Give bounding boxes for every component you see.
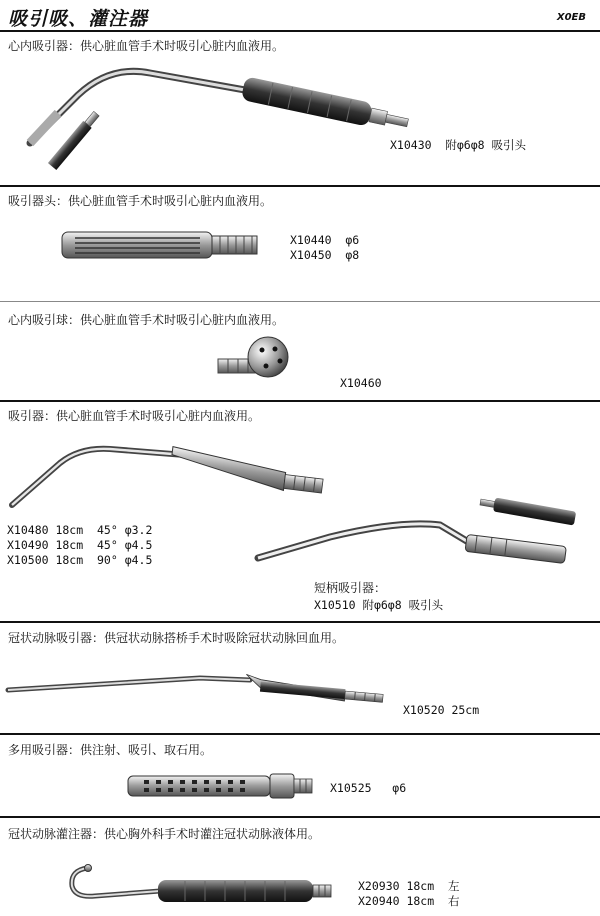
- header-rule: [0, 30, 600, 32]
- coronary-perfusion-device-illustration: [0, 858, 600, 913]
- section-4-spec-line-1: X10480 18cm 45° φ3.2: [7, 523, 153, 537]
- coronary-suction-device-illustration: [0, 658, 600, 718]
- section-2-spec-line-1: X10440 φ6: [290, 233, 360, 247]
- section-7-spec-line-1: X20930 18cm 左: [358, 879, 460, 893]
- page-title: 吸引吸、灌注器: [8, 8, 149, 30]
- section-7-description: 冠状动脉灌注器：供心胸外科手术时灌注冠状动脉液体用。: [8, 827, 321, 841]
- intracardiac-suction-device-illustration: [0, 55, 600, 180]
- section-5-spec: X10520 25cm: [403, 703, 480, 717]
- suction-ball-illustration: [0, 335, 600, 390]
- section-4-description: 吸引器：供心脏血管手术时吸引心脏内血液用。: [8, 409, 261, 423]
- section-1-spec: X10430 附φ6φ8 吸引头: [390, 138, 527, 152]
- section-divider: [0, 400, 600, 402]
- section-3-description: 心内吸引球：供心脏血管手术时吸引心脏内血液用。: [8, 313, 285, 327]
- section-7-spec-line-2: X20940 18cm 右: [358, 894, 460, 908]
- section-4-spec-line-2: X10490 18cm 45° φ4.5: [7, 538, 153, 552]
- section-4-spec-line-3: X10500 18cm 90° φ4.5: [7, 553, 153, 567]
- section-2-spec-line-2: X10450 φ8: [290, 248, 360, 262]
- section-4-subitem-label: 短柄吸引器：: [314, 581, 387, 595]
- section-divider: [0, 185, 600, 187]
- section-2-description: 吸引器头：供心脏血管手术时吸引心脏内血液用。: [8, 194, 273, 208]
- section-6-spec: X10525 φ6: [330, 781, 407, 795]
- section-divider: [0, 621, 600, 623]
- section-divider: [0, 733, 600, 735]
- section-5-description: 冠状动脉吸引器：供冠状动脉搭桥手术时吸除冠状动脉回血用。: [8, 631, 345, 645]
- section-4-subitem-spec: X10510 附φ6φ8 吸引头: [314, 598, 444, 612]
- catalog-code: X0EB: [556, 12, 586, 23]
- multipurpose-suction-illustration: [0, 770, 600, 805]
- section-6-description: 多用吸引器：供注射、吸引、取石用。: [8, 743, 213, 757]
- section-divider: [0, 301, 600, 302]
- section-1-description: 心内吸引器：供心脏血管手术时吸引心脏内血液用。: [8, 39, 285, 53]
- section-divider: [0, 816, 600, 818]
- section-3-spec: X10460: [340, 376, 382, 390]
